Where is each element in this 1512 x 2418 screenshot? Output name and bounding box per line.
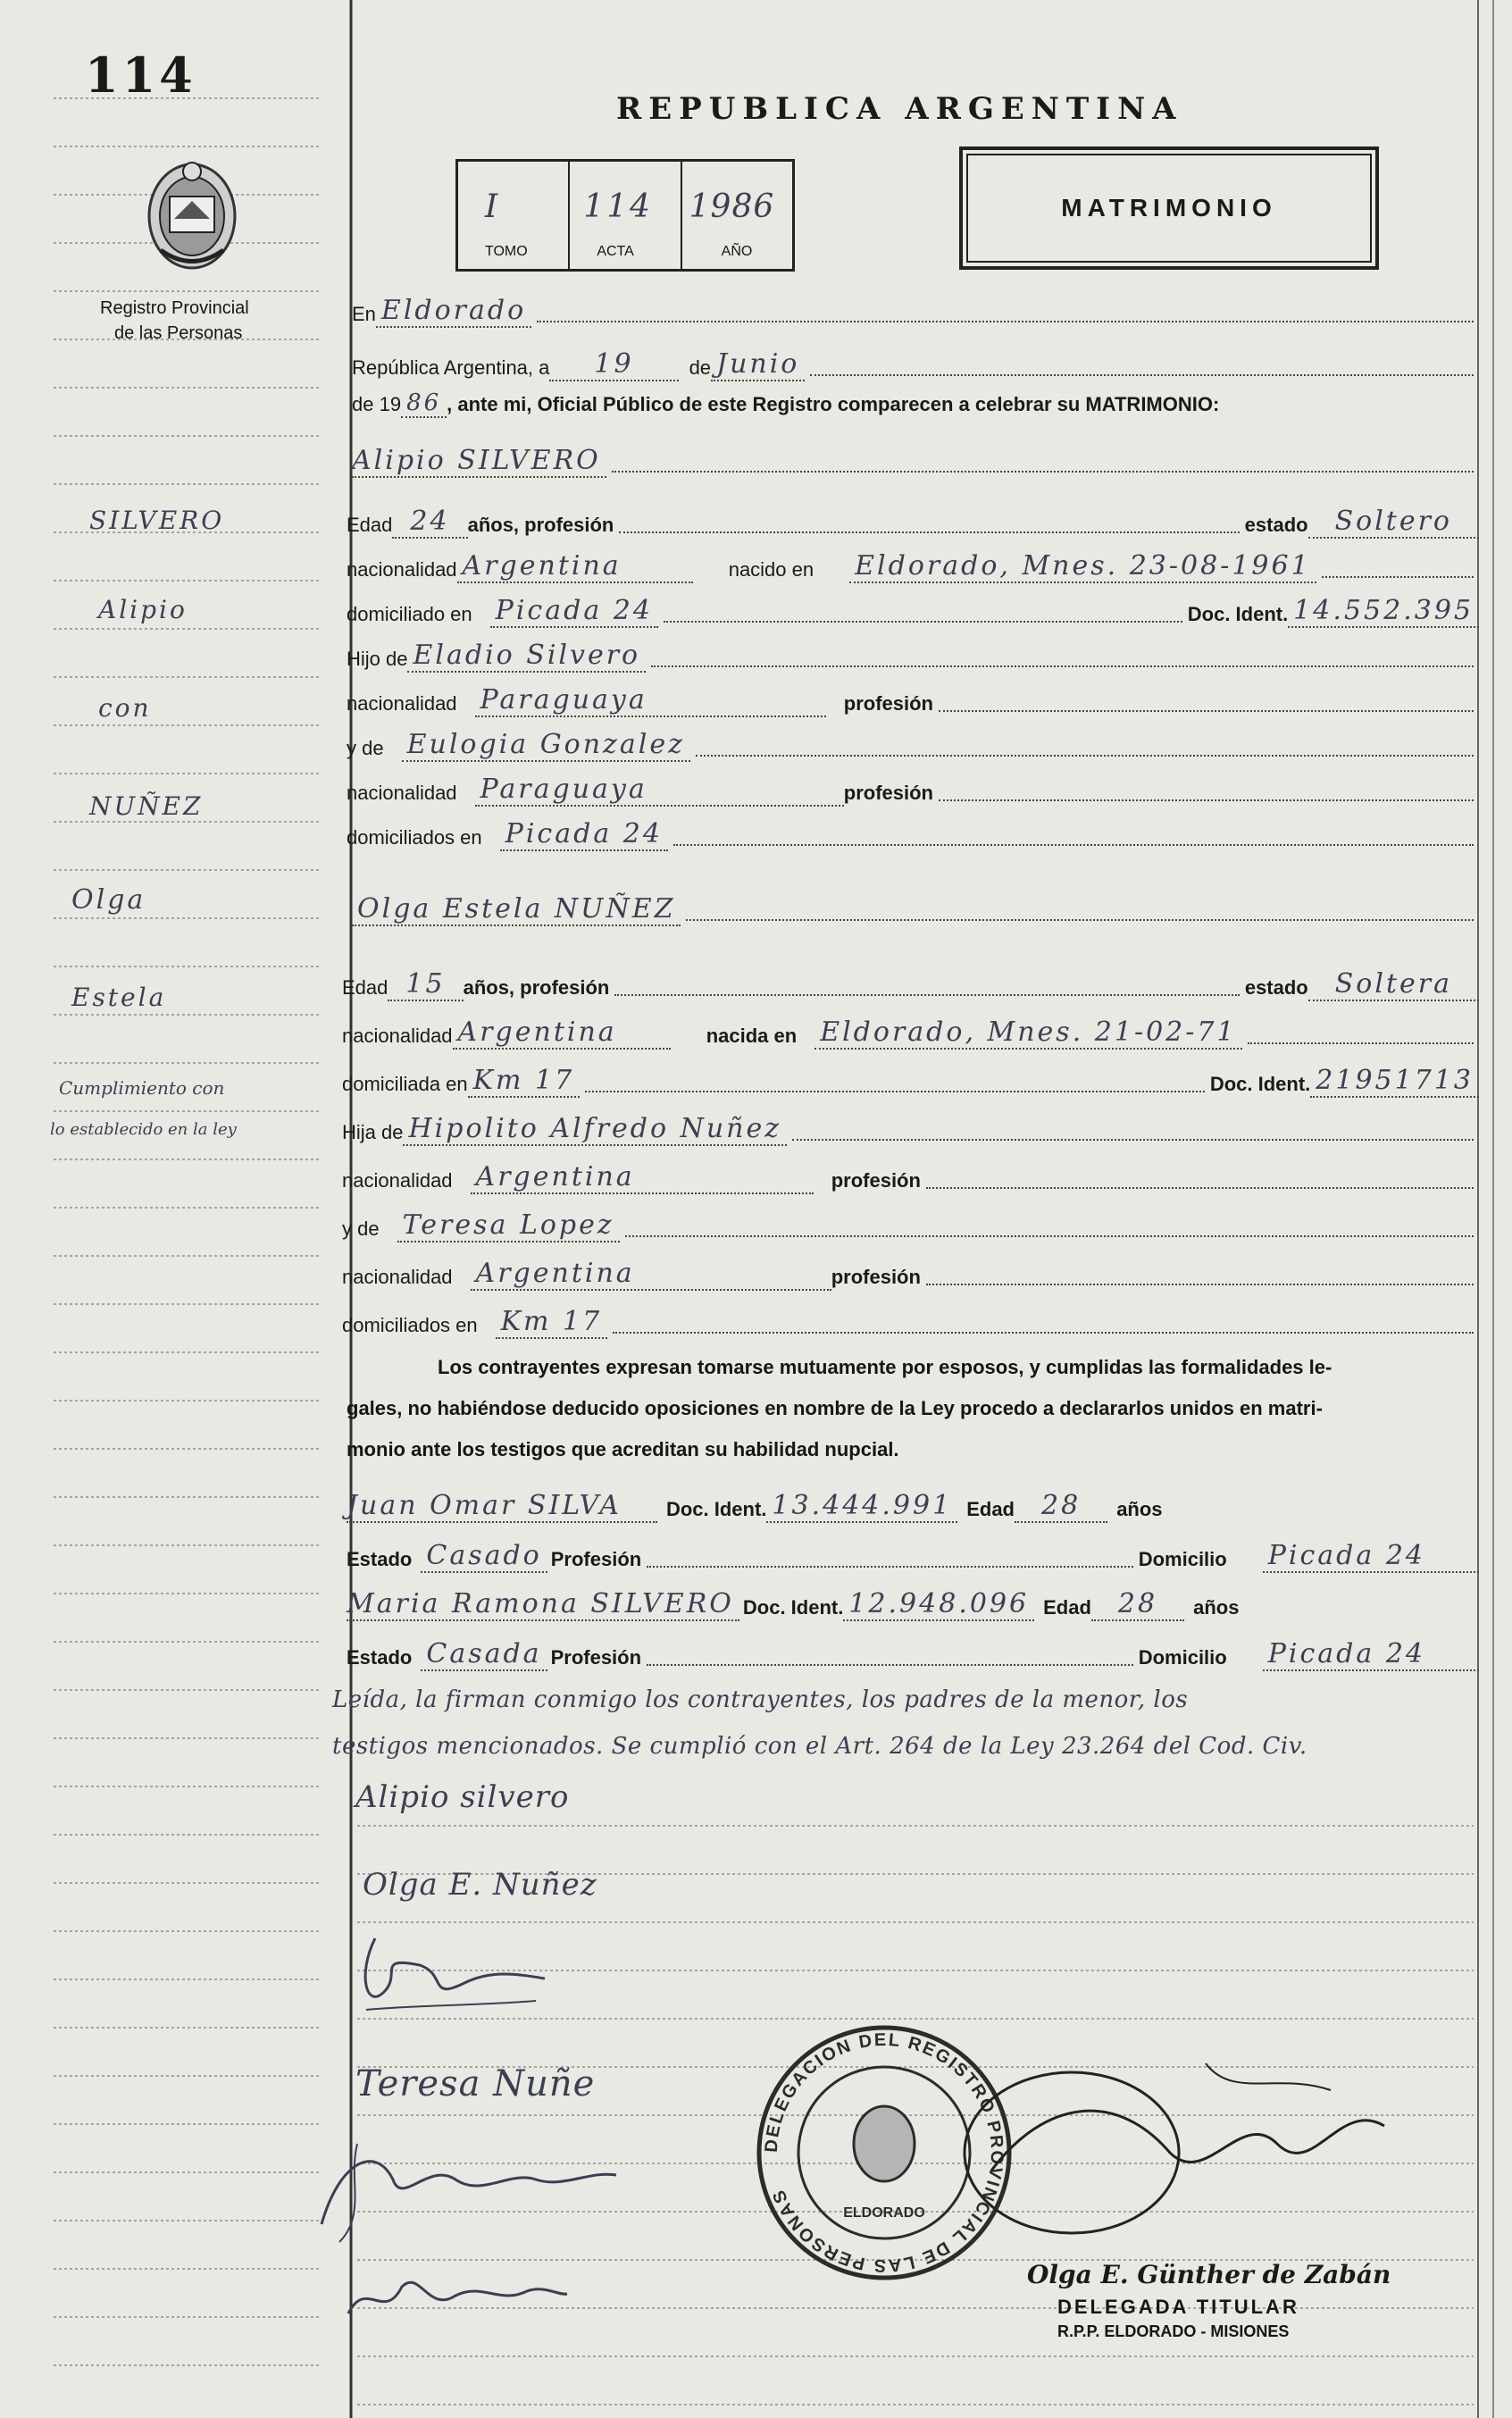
groom-mother-prof-label: profesión <box>843 782 933 804</box>
bride-father-nac-label: nacionalidad <box>342 1169 453 1192</box>
groom-doms-label: domiciliados en <box>347 826 482 849</box>
bride-estado: Soltera <box>1308 968 1479 1001</box>
bride-doms-label: domiciliados en <box>342 1314 478 1336</box>
witness1-estado: Casado <box>421 1540 547 1573</box>
republica-label: República Argentina, a <box>352 356 550 379</box>
groom-age: 24 <box>392 506 467 539</box>
margin-note-8: lo establecido en la ley <box>50 1120 237 1139</box>
bride-name-row <box>352 893 1479 926</box>
tomo-cell <box>458 162 570 269</box>
bride-edad-label: Edad <box>342 976 388 999</box>
registry-name-line2: de las Personas <box>114 323 243 343</box>
groom-hijo-label: Hijo de <box>347 648 408 670</box>
acta-label: ACTA <box>597 244 634 259</box>
bride-father-nac-row <box>342 1161 1479 1194</box>
groom-father-nac-row <box>347 684 1479 717</box>
groom-dom-label: domiciliado en <box>347 603 472 625</box>
official-office: R.P.P. ELDORADO - MISIONES <box>1057 2322 1290 2340</box>
groom-father-prof-label: profesión <box>843 692 933 715</box>
bride-father-nac: Argentina <box>471 1161 814 1194</box>
official-name: Olga E. Günther de Zabán <box>1027 2260 1391 2289</box>
bride-mother-nac-row <box>342 1258 1479 1291</box>
groom-doc-label: Doc. Ident. <box>1187 603 1289 625</box>
doc-type-label: MATRIMONIO <box>1061 194 1277 222</box>
bride-doc: 21951713 <box>1310 1065 1479 1098</box>
closing-note-line-1: Leída, la firman conmigo los contrayentes, los padres de la menor, los <box>332 1686 1189 1713</box>
bride-name: Olga Estela NUÑEZ <box>352 893 681 926</box>
groom-doc: 14.552.395 <box>1288 595 1479 628</box>
bride-dom-label: domiciliada en <box>342 1073 468 1095</box>
bride-father: Hipolito Alfredo Nuñez <box>403 1113 787 1146</box>
closing-note-line-2: testigos mencionados. Se cumplió con el Art. 264 de la Ley 23.264 del Cod. Civ. <box>332 1733 1307 1760</box>
groom-anos-label: años, profesión <box>467 514 614 536</box>
bride-anos-label: años, profesión <box>463 976 610 999</box>
groom-domicilio: Picada 24 <box>490 595 658 628</box>
bride-mother-nac-label: nacionalidad <box>342 1266 453 1288</box>
margin-note-6: Estela <box>71 983 167 1012</box>
margin-note-3: con <box>98 693 152 723</box>
margin-note-2: Alipio <box>98 595 188 624</box>
groom-estado-label: estado <box>1244 514 1308 536</box>
margin-note-1: SILVERO <box>89 506 225 535</box>
doc-type-box <box>959 146 1379 270</box>
groom-age-row <box>347 506 1479 539</box>
place-row <box>352 295 1479 328</box>
tomo-label: TOMO <box>485 244 528 259</box>
groom-nacionalidad: Argentina <box>457 550 693 583</box>
bride-age: 15 <box>388 968 463 1001</box>
bride-nac-label: nacionalidad <box>342 1025 453 1047</box>
groom-dom-row <box>347 595 1479 628</box>
official-signature-icon <box>938 2046 1402 2251</box>
bride-mother-nac: Argentina <box>471 1258 831 1291</box>
groom-nacido: Eldorado, Mnes. 23-08-1961 <box>849 550 1316 583</box>
tomo-acta-ano-box <box>455 159 795 272</box>
witness1-prof-label: Profesión <box>550 1548 642 1570</box>
witness1-dom-label: Domicilio <box>1138 1548 1227 1570</box>
witness2-row <box>347 1588 1479 1621</box>
bride-hija-label: Hija de <box>342 1121 404 1143</box>
groom-signature: Alipio silvero <box>355 1779 570 1815</box>
witness2-estado: Casada <box>421 1638 547 1671</box>
intro-text: , ante mi, Oficial Público de este Registro comparecen a celebrar su MATRIMONIO: <box>447 393 1220 415</box>
bride-parents-dom-row <box>342 1306 1479 1339</box>
seal-outer-text: DELEGACION DEL REGISTRO PROVINCIAL DE LAS PERSONAS <box>761 2029 1007 2276</box>
declaration-line-2: gales, no habiéndose deducido oposiciones en nombre de la Ley procedo a declararlos unidos en matri- <box>347 1397 1323 1419</box>
witness2-signature-icon <box>339 2260 572 2331</box>
en-label: En <box>352 303 376 325</box>
witness1-estado-row <box>347 1540 1479 1573</box>
groom-father-nac: Paraguaya <box>475 684 826 717</box>
acta-cell <box>570 162 681 269</box>
seal-inner-text: ELDORADO <box>843 2205 925 2221</box>
witness2-name: Maria Ramona SILVERO <box>347 1588 739 1621</box>
date-row <box>352 348 1479 381</box>
witness1-estado-label: Estado <box>347 1548 413 1570</box>
registry-name-line1: Registro Provincial <box>100 298 249 318</box>
bride-age-row <box>342 968 1479 1001</box>
groom-edad-label: Edad <box>347 514 393 536</box>
year-row <box>352 389 1479 418</box>
margin-note-7: Cumplimiento con <box>59 1077 225 1099</box>
bride-estado-label: estado <box>1244 976 1308 999</box>
groom-mother-nac-label: nacionalidad <box>347 782 457 804</box>
bride-yde-label: y de <box>342 1217 380 1240</box>
bride-mother-prof-label: profesión <box>831 1266 921 1288</box>
witness1-age: 28 <box>1015 1490 1107 1523</box>
bride-nacionalidad: Argentina <box>453 1017 671 1050</box>
margin-note-4: NUÑEZ <box>89 791 204 821</box>
father-signature-icon <box>339 1920 572 2046</box>
mother-signature: Teresa Nuñe <box>355 2063 596 2104</box>
groom-mother-nac: Paraguaya <box>475 774 844 807</box>
day-value: 19 <box>549 348 678 381</box>
groom-mother-nac-row <box>347 774 1479 807</box>
witness1-doc-label: Doc. Ident. <box>665 1498 767 1520</box>
de-label: de <box>689 356 712 379</box>
groom-estado: Soltero <box>1308 506 1479 539</box>
bride-nacida-label: nacida en <box>706 1025 798 1047</box>
groom-name: Alipio SILVERO <box>352 445 606 478</box>
witness2-prof-label: Profesión <box>550 1646 642 1669</box>
country-title: REPUBLICA ARGENTINA <box>616 91 1183 127</box>
year-prefix: de 19 <box>352 393 402 415</box>
witness1-signature-icon <box>304 2126 643 2251</box>
ano-cell <box>682 162 792 269</box>
groom-father: Eladio Silvero <box>407 640 646 673</box>
witness1-edad-label: Edad <box>966 1498 1015 1520</box>
witness2-domicilio: Picada 24 <box>1263 1638 1479 1671</box>
bride-dom-row <box>342 1065 1479 1098</box>
groom-parents-dom: Picada 24 <box>500 818 668 851</box>
tomo-value: I <box>485 188 501 225</box>
groom-mother: Eulogia Gonzalez <box>402 729 690 762</box>
year-suffix: 86 <box>401 389 447 418</box>
witness1-domicilio: Picada 24 <box>1263 1540 1479 1573</box>
witness1-doc: 13.444.991 <box>766 1490 957 1523</box>
groom-nac-label: nacionalidad <box>347 558 457 581</box>
groom-name-row <box>352 445 1479 478</box>
page-number: 114 <box>85 46 196 104</box>
acta-value: 114 <box>583 188 654 225</box>
witness2-estado-row <box>347 1638 1479 1671</box>
coat-of-arms-icon <box>143 152 241 277</box>
margin-note-5: Olga <box>71 884 146 916</box>
place-value: Eldorado <box>376 295 531 328</box>
month-value: Junio <box>711 348 805 381</box>
witness2-anos: años <box>1193 1596 1240 1619</box>
bride-parents-dom: Km 17 <box>496 1306 608 1339</box>
witness2-edad-label: Edad <box>1043 1596 1091 1619</box>
bride-mother-row <box>342 1209 1479 1242</box>
declaration-line-1: Los contrayentes expresan tomarse mutuamente por esposos, y cumplidas las formalidades le- <box>438 1356 1332 1378</box>
witness2-age: 28 <box>1091 1588 1184 1621</box>
ano-label: AÑO <box>721 244 753 259</box>
groom-yde-label: y de <box>347 737 384 759</box>
bride-doc-label: Doc. Ident. <box>1209 1073 1311 1095</box>
bride-father-row <box>342 1113 1479 1146</box>
witness1-row <box>347 1490 1479 1523</box>
bride-nac-row <box>342 1017 1479 1050</box>
groom-father-nac-label: nacionalidad <box>347 692 457 715</box>
bride-nacida: Eldorado, Mnes. 21-02-71 <box>814 1017 1241 1050</box>
witness1-anos: años <box>1116 1498 1163 1520</box>
witness2-doc: 12.948.096 <box>843 1588 1034 1621</box>
groom-mother-row <box>347 729 1479 762</box>
groom-parents-dom-row <box>347 818 1479 851</box>
groom-nacido-label: nacido en <box>728 558 814 581</box>
bride-mother: Teresa Lopez <box>397 1209 620 1242</box>
declaration-line-3: monio ante los testigos que acreditan su habilidad nupcial. <box>347 1438 899 1460</box>
official-title: DELEGADA TITULAR <box>1057 2296 1299 2318</box>
groom-father-row <box>347 640 1479 673</box>
witness1-name: Juan Omar SILVA <box>347 1490 657 1523</box>
bride-father-prof-label: profesión <box>831 1169 921 1192</box>
witness2-estado-label: Estado <box>347 1646 413 1669</box>
witness2-dom-label: Domicilio <box>1138 1646 1227 1669</box>
bride-signature: Olga E. Nuñez <box>363 1867 597 1903</box>
bride-domicilio: Km 17 <box>468 1065 581 1098</box>
witness2-doc-label: Doc. Ident. <box>742 1596 844 1619</box>
ano-value: 1986 <box>689 188 775 225</box>
groom-nac-row <box>347 550 1479 583</box>
